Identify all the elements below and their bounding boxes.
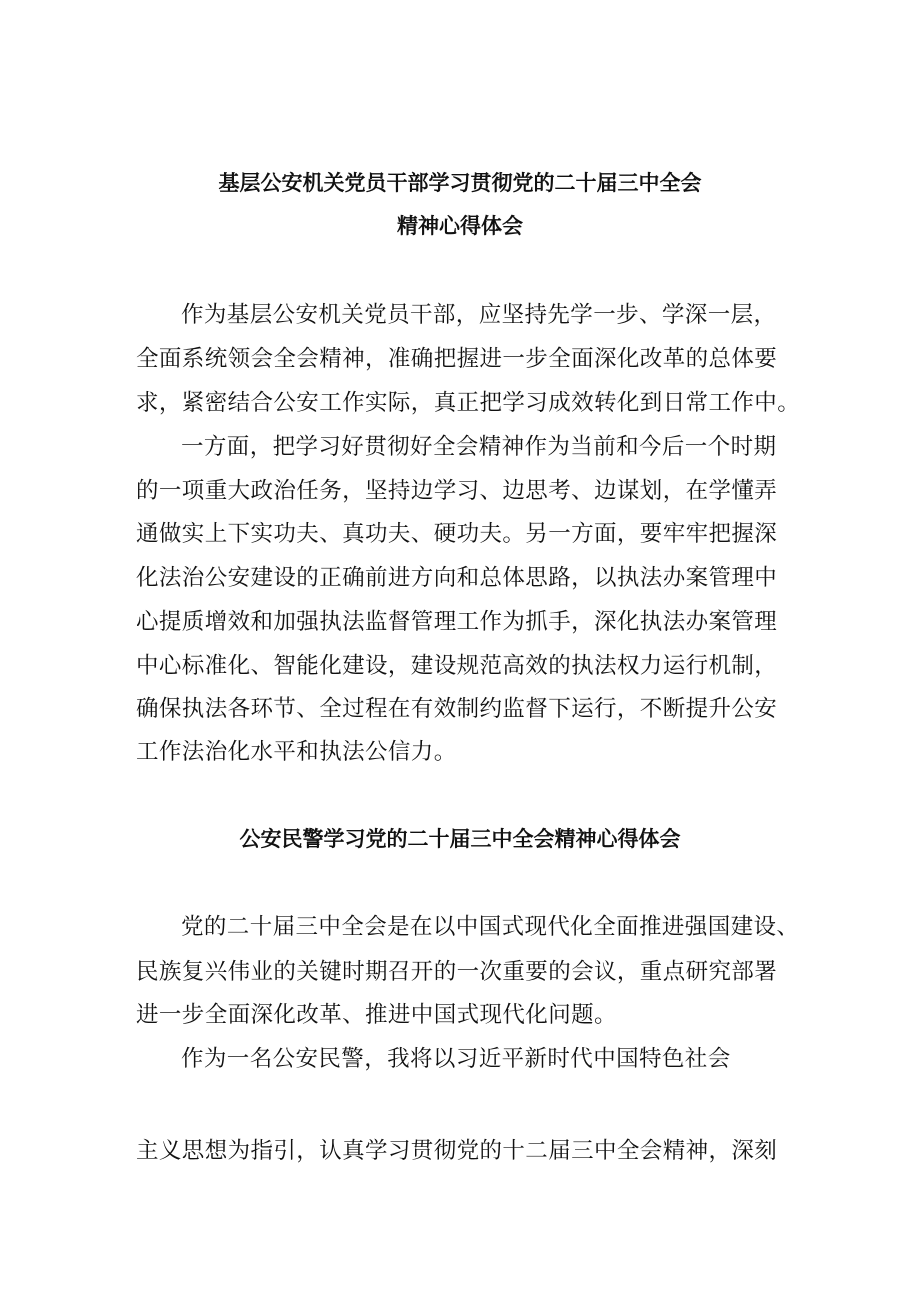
article1-text-line: 心提质增效和加强执法监督管理工作为抓手，深化执法办案管理 bbox=[136, 609, 778, 635]
article1-text-line: 化法治公安建设的正确前进方向和总体思路，以执法办案管理中 bbox=[136, 565, 778, 591]
article1-text-line: 一方面，把学习好贯彻好全会精神作为当前和今后一个时期 bbox=[181, 434, 777, 460]
article1-text-line: 中心标准化、智能化建设，建设规范高效的执法权力运行机制， bbox=[136, 653, 778, 679]
article1-title-line2: 精神心得体会 bbox=[397, 214, 523, 238]
article1-text-line: 全面系统领会全会精神，准确把握进一步全面深化改革的总体要 bbox=[136, 346, 778, 372]
article1-text-line: 工作法治化水平和执法公信力。 bbox=[136, 739, 457, 765]
article2-title: 公安民警学习党的二十届三中全会精神心得体会 bbox=[239, 827, 681, 851]
article1-text-line: 确保执法各环节、全过程在有效制约监督下运行，不断提升公安 bbox=[136, 696, 778, 722]
article2-text-line: 党的二十届三中全会是在以中国式现代化全面推进强国建设、 bbox=[181, 914, 800, 940]
article1-text-line: 通做实上下实功夫、真功夫、硬功夫。另一方面，要牢牢把握深 bbox=[136, 521, 778, 547]
article1-text-line: 求，紧密结合公安工作实际，真正把学习成效转化到日常工作中。 bbox=[136, 390, 801, 416]
article2-text-line: 民族复兴伟业的关键时期召开的一次重要的会议，重点研究部署 bbox=[136, 959, 778, 985]
article2-text-line: 主义思想为指引，认真学习贯彻党的十二届三中全会精神，深刻 bbox=[136, 1138, 778, 1164]
article2-text-line: 进一步全面深化改革、推进中国式现代化问题。 bbox=[136, 1002, 617, 1028]
article2-text-line: 作为一名公安民警，我将以习近平新时代中国特色社会 bbox=[181, 1046, 731, 1072]
article1-text-line: 作为基层公安机关党员干部，应坚持先学一步、学深一层， bbox=[181, 302, 777, 328]
article1-title-line1: 基层公安机关党员干部学习贯彻党的二十届三中全会 bbox=[218, 171, 702, 195]
article1-text-line: 的一项重大政治任务，坚持边学习、边思考、边谋划，在学懂弄 bbox=[136, 478, 778, 504]
